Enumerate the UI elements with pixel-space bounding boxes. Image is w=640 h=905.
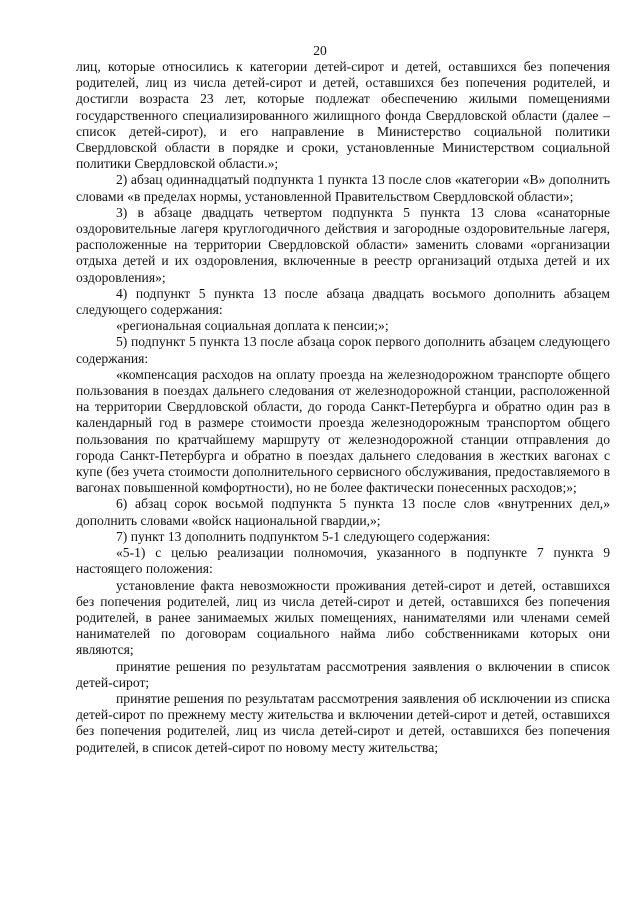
paragraph-item-2: 2) абзац одиннадцатый подпункта 1 пункта 13 после слов «категории «В» дополнить словами «в пределах нормы, установленной Правительством Свердловской области»;: [76, 172, 610, 204]
paragraph-quote-compensation: «компенсация расходов на оплату проезда на железнодорожном транспорте общего пользования в поездах дальнего следования от железнодорожной станции, расположенной на территории Свердловской области, до города Санкт-Петербурга и обратно один раз в календарный год в размере стоимости проезда железнодорожным транспортом общего пользования по кратчайшему маршруту от железнодорожной станции отправления до города Санкт-Петербурга и обратно в поездах дальнего следования в жестких вагонах с купе (без учета стоимости дополнительного сервисного обслуживания, предоставляемого в вагонах повышенной комфортности), но не более фактически понесенных расходов;»;: [76, 366, 610, 496]
paragraph-item-7: 7) пункт 13 дополнить подпунктом 5-1 следующего содержания:: [116, 528, 491, 544]
paragraph-quote-pension: «региональная социальная доплата к пенсии;»;: [116, 318, 389, 334]
paragraph-item-5: 5) подпункт 5 пункта 13 после абзаца сорок первого дополнить абзацем следующего содержания:: [76, 334, 610, 366]
paragraph-continuation: лиц, которые относились к категории детей-сирот и детей, оставшихся без попечения родителей, лиц из числа детей-сирот и детей, оставшихся без попечения родителей, и достигли возраста 23 лет, которые подлежат обеспечению жилыми помещениями государственного специализированного жилищного фонда Свердловской области (далее – список детей-сирот), и его направление в Министерство социальной политики Свердловской области в порядке и сроки, установленные Министерством социальной политики Свердловской области.»;: [76, 59, 610, 172]
paragraph-decision-inclusion: принятие решения по результатам рассмотрения заявления о включении в список детей-сирот;: [76, 658, 610, 690]
paragraph-item-6: 6) абзац сорок восьмой подпункта 5 пункта 13 после слов «внутренних дел,» дополнить словами «войск национальной гвардии,»;: [76, 496, 610, 528]
paragraph-item-3: 3) в абзаце двадцать четвертом подпункта 5 пункта 13 слова «санаторные оздоровительные лагеря круглогодичного действия и загородные оздоровительные лагеря, расположенные на территории Свердловской области» заменить словами «организации отдыха детей и их оздоровления, включенные в реестр организаций отдыха детей и их оздоровления»;: [76, 204, 610, 285]
paragraph-decision-exclusion: принятие решения по результатам рассмотрения заявления об исключении из списка детей-сирот по прежнему месту жительства и включении детей-сирот и детей, оставшихся без попечения родителей, лиц из числа детей-сирот и детей, оставшихся без попечения родителей, в список детей-сирот по новому месту жительства;: [76, 690, 610, 755]
document-body: [76, 59, 610, 756]
paragraph-subitem-5-1: «5-1) с целью реализации полномочия, указанного в подпункте 7 пункта 9 настоящего положения:: [76, 545, 610, 577]
page-number: 20: [313, 43, 327, 58]
paragraph-item-4: 4) подпункт 5 пункта 13 после абзаца двадцать восьмого дополнить абзацем следующего содержания:: [76, 285, 610, 318]
paragraph-establishment: установление факта невозможности проживания детей-сирот и детей, оставшихся без попечения родителей, лиц из числа детей-сирот и детей, оставшихся без попечения родителей, в ранее занимаемых жилых помещениях, нанимателями или членами семей нанимателей по договорам социального найма либо собственниками которых они являются;: [76, 577, 610, 658]
